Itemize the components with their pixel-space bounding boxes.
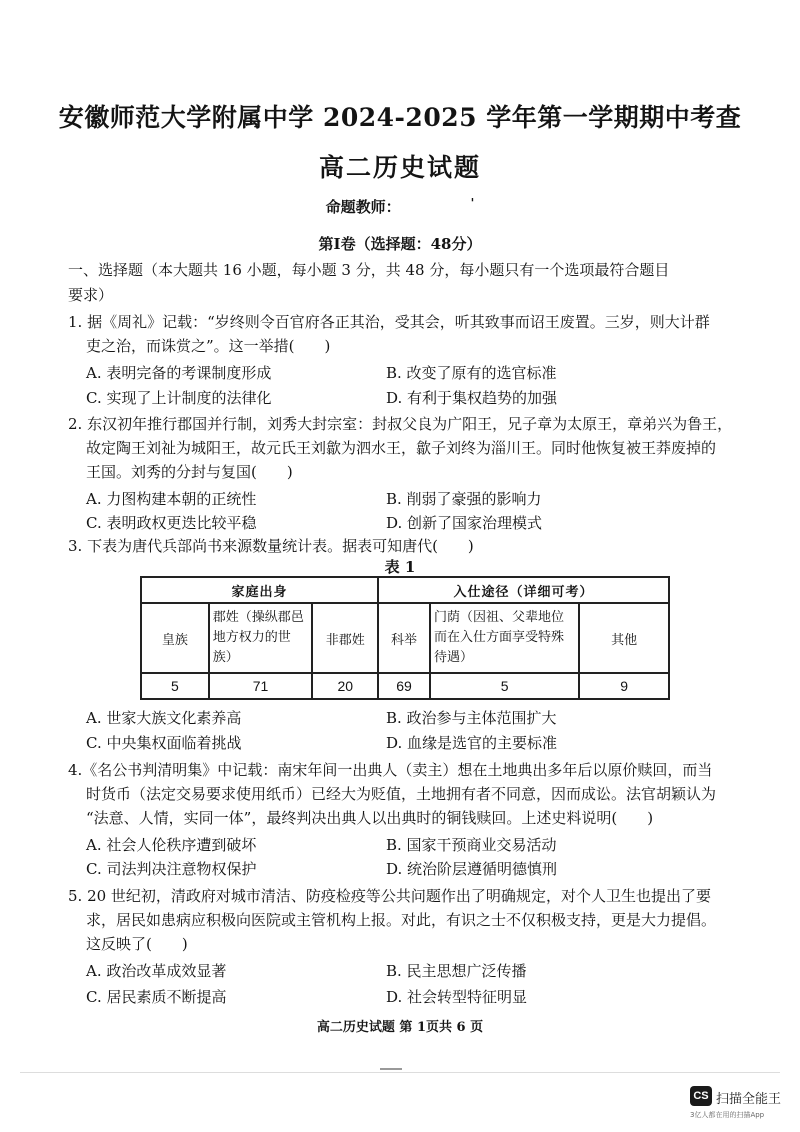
q5-stem-line2: 求，居民如患病应积极向医院或主管机构上报。对此，有识之士不仅积极支持，更是大力提倡。 — [86, 911, 717, 929]
exam-title: 安徽师范大学附属中学 2024-2025 学年第一学期期中考查 — [58, 103, 742, 132]
q3-option-a: A. 世家大族文化素养高 — [86, 709, 242, 727]
q2-option-b: B. 削弱了豪强的影响力 — [386, 490, 542, 508]
teacher-label: 命题教师： — [325, 198, 401, 216]
page-footer: 高二历史试题 第 1页共 6 页 — [316, 1020, 484, 1035]
table-header-row — [141, 577, 669, 603]
q3-stem-line1: 3. 下表为唐代兵部尚书来源数量统计表。据表可知唐代( ) — [68, 537, 474, 555]
q5-option-b: B. 民主思想广泛传播 — [386, 962, 527, 980]
q4-stem-line3: “法意、人情，实同一体”，最终判决出典人以出典时的铜钱赎回。上述史料说明( ) — [86, 809, 654, 827]
section-instruction-line1: 一、选择题（本大题共 16 小题，每小题 3 分，共 48 分，每小题只有一个选项最符合题目 — [68, 261, 670, 279]
col-hereditary: 门荫（因祖、父辈地位而在入仕方面享受特殊待遇） — [430, 603, 579, 673]
q2-stem-line3: 王国。刘秀的分封与复国( ) — [86, 463, 293, 481]
page-divider — [20, 1072, 780, 1073]
entry-path-header: 入仕途径（详细可考） — [378, 577, 669, 603]
value-imperial-exam: 69 — [378, 673, 430, 699]
col-imperial-exam: 科举 — [378, 603, 430, 673]
q3-option-d: D. 血缘是选官的主要标准 — [386, 734, 558, 752]
q4-option-c: C. 司法判决注意物权保护 — [86, 860, 257, 878]
camscanner-logo-icon: CS — [690, 1086, 712, 1106]
table-row — [141, 673, 669, 699]
q5-stem-line1: 5. 20 世纪初，清政府对城市清洁、防疫检疫等公共问题作出了明确规定，对个人卫生也提出了要 — [68, 887, 711, 905]
value-royal: 5 — [141, 673, 209, 699]
col-prefecture-clan: 郡姓（操纵郡邑地方权力的世族） — [209, 603, 313, 673]
q4-option-d: D. 统治阶层遵循明德慎刑 — [386, 860, 558, 878]
col-other: 其他 — [579, 603, 669, 673]
q2-option-a: A. 力图构建本朝的正统性 — [86, 490, 257, 508]
table-caption: 表 1 — [384, 558, 416, 576]
stray-mark: ' — [470, 196, 475, 210]
value-prefecture-clan: 71 — [209, 673, 313, 699]
q1-option-a: A. 表明完备的考课制度形成 — [86, 364, 272, 382]
q5-stem-line3: 这反映了( ) — [86, 935, 188, 953]
col-royal: 皇族 — [141, 603, 209, 673]
value-hereditary: 5 — [430, 673, 579, 699]
q4-option-a: A. 社会人伦秩序遭到破坏 — [86, 836, 257, 854]
q1-stem-line2: 吏之治，而诛赏之”。这一举措( ) — [86, 337, 331, 355]
q5-option-c: C. 居民素质不断提高 — [86, 988, 227, 1006]
value-other: 9 — [579, 673, 669, 699]
q2-stem-line1: 2. 东汉初年推行郡国并行制，刘秀大封宗室：封叔父良为广阳王，兄子章为太原王，章弟兴为鲁王， — [68, 415, 733, 433]
exam-subtitle: 高二历史试题 — [318, 153, 481, 182]
q2-option-d: D. 创新了国家治理模式 — [386, 514, 543, 532]
statistics-table — [140, 576, 670, 700]
q3-option-c: C. 中央集权面临着挑战 — [86, 734, 242, 752]
q1-option-d: D. 有利于集权趋势的加强 — [386, 389, 558, 407]
q4-option-b: B. 国家干预商业交易活动 — [386, 836, 557, 854]
volume-heading: 第Ⅰ卷（选择题：48分） — [318, 235, 482, 253]
q1-option-c: C. 实现了上计制度的法律化 — [86, 389, 272, 407]
divider-mark — [380, 1068, 402, 1070]
q5-option-d: D. 社会转型特征明显 — [386, 988, 528, 1006]
q4-stem-line1: 4.《名公书判清明集》中记载：南宋年间一出典人（卖主）想在土地典出多年后以原价赎回，而当 — [68, 761, 713, 779]
family-origin-header: 家庭出身 — [141, 577, 378, 603]
q3-option-b: B. 政治参与主体范围扩大 — [386, 709, 557, 727]
q5-option-a: A. 政治改革成效显著 — [86, 962, 227, 980]
table-subheader-row — [141, 603, 669, 673]
q1-stem-line1: 1. 据《周礼》记载：“岁终则令百官府各正其治，受其会，听其致事而诏王废置。三岁，则大计群 — [68, 313, 710, 331]
q1-option-b: B. 改变了原有的选官标准 — [386, 364, 557, 382]
camscanner-slogan: 3亿人都在用的扫描App — [690, 1111, 765, 1119]
q2-stem-line2: 故定陶王刘祉为城阳王，故元氏王刘歙为泗水王，歙子刘终为淄川王。同时他恢复被王莽废掉的 — [86, 439, 717, 457]
q2-option-c: C. 表明政权更迭比较平稳 — [86, 514, 257, 532]
value-non-prefecture-clan: 20 — [312, 673, 378, 699]
camscanner-name: 扫描全能王 — [716, 1092, 782, 1107]
col-non-prefecture-clan: 非郡姓 — [312, 603, 378, 673]
teacher-line — [0, 196, 800, 217]
section-instruction-line2: 要求） — [68, 286, 114, 304]
q4-stem-line2: 时货币（法定交易要求使用纸币）已经大为贬值，土地拥有者不同意，因而成讼。法官胡颖认为 — [86, 785, 717, 803]
